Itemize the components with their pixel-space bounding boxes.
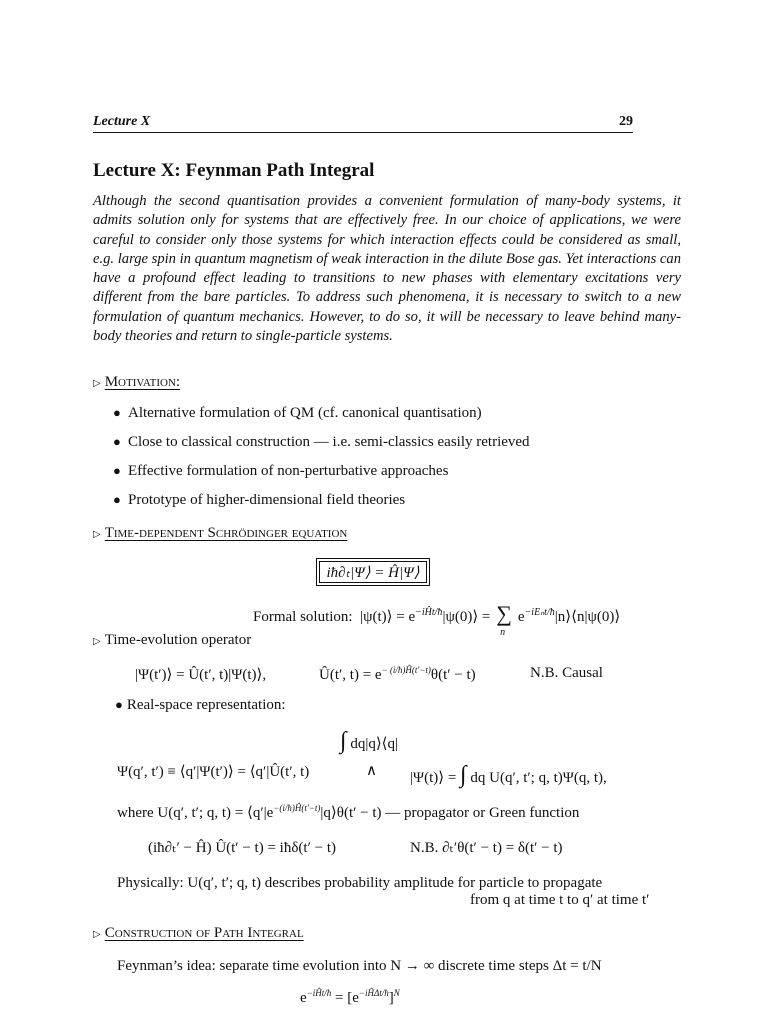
realspace-bullet	[115, 697, 286, 714]
bullet-icon: ●	[115, 697, 123, 712]
formal-solution-exponent: −iĤt/ħ	[415, 607, 443, 618]
time-slicing-exponent: −iĤt/ħ	[306, 988, 332, 998]
motivation-heading-text: Motivation:	[104, 374, 181, 390]
construction-heading	[93, 925, 304, 942]
sum-index: n	[500, 627, 506, 638]
construction-heading-text: Construction of Path Integral	[104, 925, 304, 941]
evolution-eq-mid	[319, 665, 476, 684]
list-item-text: Prototype of higher-dimensional field theories	[128, 492, 406, 508]
realspace-eq-right-text: |Ψ(t)⟩ =	[410, 770, 457, 786]
propagator-definition	[117, 803, 579, 822]
evolution-eq-mid-a: Û(t′, t) = e	[319, 667, 382, 683]
integral-sign: ∫	[460, 762, 467, 788]
time-slicing-equation	[300, 988, 400, 1007]
bullet-icon: ●	[113, 405, 121, 420]
sum-sign: ∑	[496, 601, 512, 626]
list-item	[113, 434, 530, 463]
schrodinger-equation-box: iħ∂ₜ|Ψ⟩ = Ĥ|Ψ⟩	[316, 558, 430, 586]
list-item-text: Alternative formulation of QM (cf. canonical quantisation)	[128, 405, 482, 421]
formal-solution-exponent-2: −iEₙt/ħ	[524, 607, 555, 618]
time-slicing-e: e	[300, 990, 307, 1006]
evolution-eq-mid-b: θ(t′ − t)	[430, 667, 476, 683]
formal-solution-e: e	[517, 609, 525, 625]
resolution-identity	[340, 728, 398, 755]
formal-solution-rhs: |n⟩⟨n|ψ(0)⟩	[554, 609, 621, 625]
evolution-eq-left: |Ψ(t′)⟩ = Û(t′, t)|Ψ(t)⟩,	[135, 667, 267, 683]
bullet-icon: ●	[113, 463, 121, 478]
green-function-equation: (iħ∂ₜ′ − Ĥ) Û(t′ − t) = iħδ(t′ − t)	[148, 840, 336, 856]
bullet-icon: ●	[113, 434, 121, 449]
evolution-causal-note: N.B. Causal	[530, 665, 603, 681]
triangle-marker-icon: ▷	[93, 529, 101, 540]
formal-solution-lhs: |ψ(t)⟩ = e	[360, 609, 416, 625]
motivation-list	[113, 405, 530, 521]
resolution-identity-text: dq|q⟩⟨q|	[350, 736, 399, 752]
schrodinger-heading-text: Time-dependent Schrödinger equation	[104, 525, 348, 541]
header-lecture: Lecture X	[93, 114, 151, 129]
time-slicing-bracket: ]	[388, 990, 394, 1006]
running-header	[93, 114, 633, 133]
list-item	[113, 492, 530, 521]
triangle-marker-icon: ▷	[93, 929, 101, 940]
integral-sign: ∫	[340, 728, 347, 754]
schrodinger-heading	[93, 525, 347, 542]
formal-solution-label: Formal solution:	[253, 609, 353, 625]
realspace-label: Real-space representation:	[126, 697, 286, 713]
realspace-eq-right	[410, 762, 607, 789]
propagator-def-exponent: −(i/ħ)Ĥ(t′−t)	[273, 803, 321, 813]
triangle-marker-icon: ▷	[93, 378, 101, 389]
green-function-note: N.B. ∂ₜ′θ(t′ − t) = δ(t′ − t)	[410, 840, 563, 856]
abstract-paragraph: Although the second quantisation provides a convenient formulation of many-body systems, it admits solution only for systems that are effectively free. In our choice of applications, we were careful to consider only those systems for which interaction effects could be considered as small, e.g. large spin in quantum magnetism of weak interaction in the dilute Bose gas. Yet interactions can have a profound effect leading to transitions to new phases with elementary excitations very different from the bare particles. To address such phenomena, it is necessary to switch to a new formulation of quantum mechanics. However, to do so, it will be necessary to leave behind many-body theories and return to single-particle systems.	[93, 193, 681, 345]
wedge-symbol: ∧	[366, 763, 377, 779]
feynman-idea: Feynman’s idea: separate time evolution into N → ∞ discrete time steps Δt = t/N	[117, 958, 602, 974]
realspace-eq-left: Ψ(q′, t′) ≡ ⟨q′|Ψ(t′)⟩ = ⟨q′|Û(t′, t)	[117, 764, 310, 780]
list-item-text: Effective formulation of non-perturbative approaches	[128, 463, 449, 479]
evolution-eq-exponent: − (i/ħ)Ĥ(t′−t)	[381, 665, 431, 675]
evolution-heading-text: Time-evolution operator	[104, 632, 252, 648]
formal-solution-mid: |ψ(0)⟩ =	[442, 609, 491, 625]
list-item	[113, 463, 530, 492]
header-page-number: 29	[619, 114, 633, 129]
list-item	[113, 405, 530, 434]
lecture-title: Lecture X: Feynman Path Integral	[93, 160, 375, 181]
sum-symbol	[494, 601, 514, 638]
list-item-text: Close to classical construction — i.e. semi-classics easily retrieved	[128, 434, 530, 450]
time-slicing-power: N	[393, 988, 400, 998]
physical-meaning-line-1: Physically: U(q′, t′; q, t) describes probability amplitude for particle to propagate	[117, 875, 603, 891]
propagator-def-b: |q⟩θ(t′ − t) — propagator or Green function	[320, 805, 580, 821]
time-slicing-step-exponent: −iĤΔt/ħ	[358, 988, 389, 998]
formal-solution	[253, 601, 621, 638]
propagator-def-a: where U(q′, t′; q, t) = ⟨q′|e	[117, 805, 274, 821]
time-slicing-mid: = [e	[331, 990, 359, 1006]
motivation-heading	[93, 374, 180, 391]
triangle-marker-icon: ▷	[93, 636, 101, 647]
bullet-icon: ●	[113, 492, 121, 507]
evolution-heading	[93, 632, 251, 649]
realspace-integral-body: dq U(q′, t′; q, t)Ψ(q, t),	[470, 770, 607, 786]
physical-meaning-line-2: from q at time t to q′ at time t′	[470, 892, 650, 908]
